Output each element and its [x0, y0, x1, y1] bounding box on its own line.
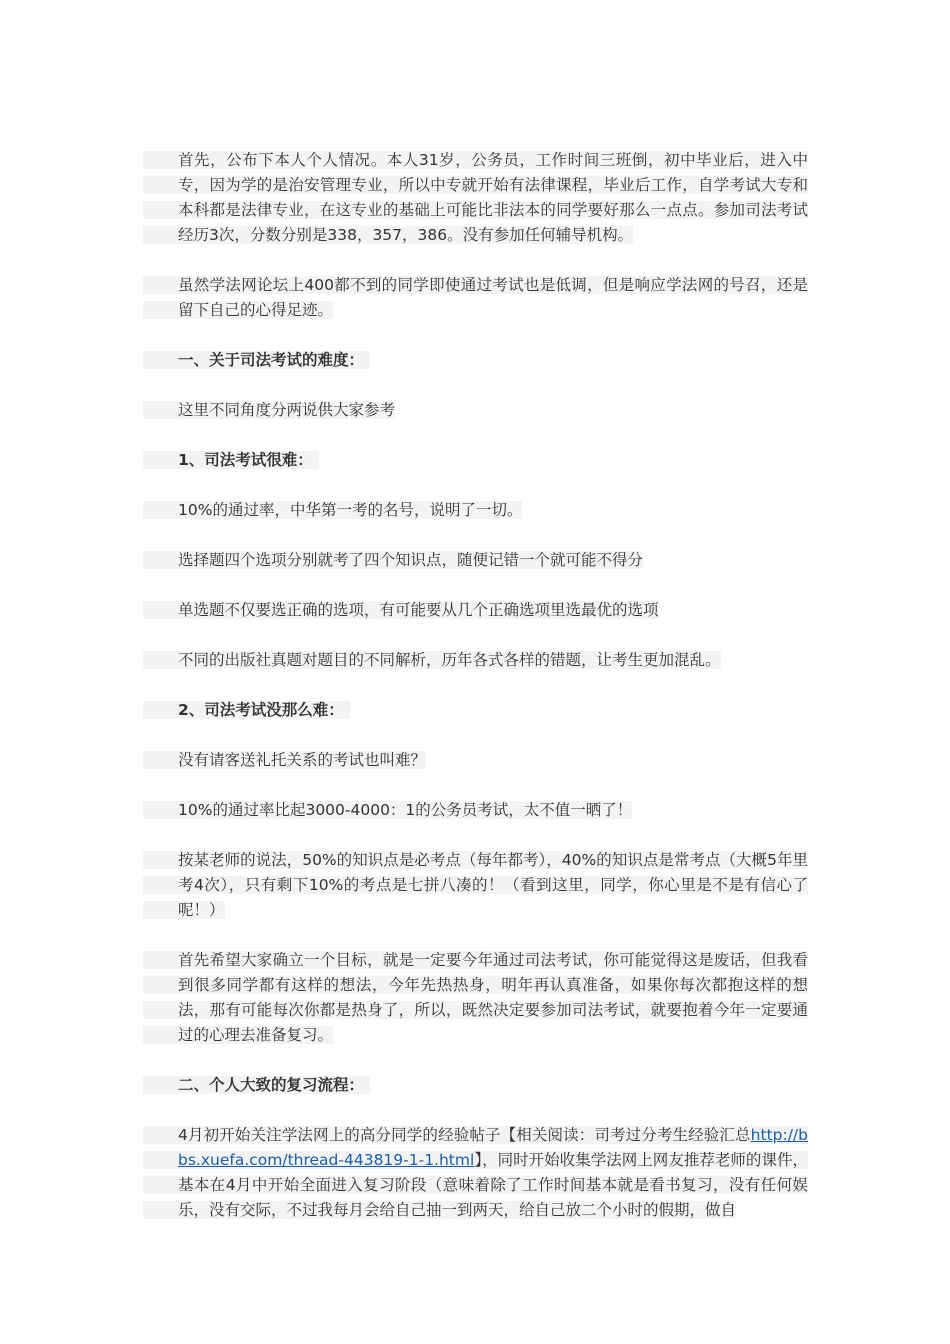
- paragraph-april-start: [143, 1123, 808, 1223]
- document-body: [143, 148, 808, 1223]
- paragraph-text: [143, 1126, 808, 1219]
- section-heading-difficulty: [143, 348, 808, 373]
- heading-text: 1、司法考试很难：: [143, 451, 319, 469]
- paragraph-choice-questions: [143, 548, 808, 573]
- paragraph-text: 单选题不仅要选正确的选项，有可能要从几个正确选项里选最优的选项: [143, 601, 659, 619]
- text-after-link: 】，同时开始收集学法网上网友推荐老师的课件，基本在4月中开始全面进入复习阶段（意味着除了工作时间基本就是看书复习，没有任何娱乐，没有交际，不过我每月会给自己抽一到两天，给自己放二个小时的假期，做自: [178, 1151, 808, 1219]
- text-before-link: 4月初开始关注学法网上的高分同学的经验帖子【相关阅读：司考过分考生经验汇总: [178, 1126, 751, 1144]
- paragraph-text: 10%的通过率，中华第一考的名号，说明了一切。: [143, 501, 522, 519]
- heading-text: 一、关于司法考试的难度：: [143, 351, 370, 369]
- paragraph-text: 10%的通过率比起3000-4000：1的公务员考试，太不值一晒了！: [143, 801, 632, 819]
- paragraph-intro: [143, 148, 808, 248]
- paragraph-text: 没有请客送礼托关系的考试也叫难？: [143, 751, 426, 769]
- paragraph-no-bribes: [143, 748, 808, 773]
- paragraph-forum-note: [143, 273, 808, 323]
- paragraph-civil-service: [143, 798, 808, 823]
- paragraph-text: 按某老师的说法，50%的知识点是必考点（每年都考），40%的知识点是常考点（大概5年里考4次），只有剩下10%的考点是七拼八凑的！（看到这里，同学，你心里是不是有信心了呢！）: [143, 851, 808, 919]
- heading-text: 二、个人大致的复习流程：: [143, 1076, 370, 1094]
- paragraph-text: 不同的出版社真题对题目的不同解析，历年各式各样的错题，让考生更加混乱。: [143, 651, 721, 669]
- paragraph-publishers: [143, 648, 808, 673]
- subheading-not-hard: [143, 698, 808, 723]
- subheading-hard: [143, 448, 808, 473]
- paragraph-pass-rate: [143, 498, 808, 523]
- paragraph-text: 选择题四个选项分别就考了四个知识点，随便记错一个就可能不得分: [143, 551, 643, 569]
- paragraph-text: 首先希望大家确立一个目标，就是一定要今年通过司法考试，你可能觉得这是废话，但我看到很多同学都有这样的想法，今年先热热身，明年再认真准备，如果你每次都抱这样的想法，那有可能每次你都是热身了，所以，既然决定要参加司法考试，就要抱着今年一定要通过的心理去准备复习。: [143, 951, 808, 1044]
- paragraph-goal: [143, 948, 808, 1048]
- paragraph-single-choice: [143, 598, 808, 623]
- thread-link[interactable]: http://bbs.xuefa.com/thread-443819-1-1.html: [178, 1126, 808, 1169]
- heading-text: 2、司法考试没那么难：: [143, 701, 350, 719]
- paragraph-two-views: [143, 398, 808, 423]
- paragraph-knowledge-points: [143, 848, 808, 923]
- paragraph-text: 首先，公布下本人个人情况。本人31岁，公务员，工作时间三班倒，初中毕业后，进入中专，因为学的是治安管理专业，所以中专就开始有法律课程，毕业后工作，自学考试大专和本科都是法律专业，在这专业的基础上可能比非法本的同学要好那么一点点。参加司法考试经历3次，分数分别是338，357，386。没有参加任何辅导机构。: [143, 151, 808, 244]
- paragraph-text: 这里不同角度分两说供大家参考: [143, 401, 395, 419]
- paragraph-text: 虽然学法网论坛上400都不到的同学即使通过考试也是低调，但是响应学法网的号召，还是留下自己的心得足迹。: [143, 276, 808, 319]
- section-heading-review-process: [143, 1073, 808, 1098]
